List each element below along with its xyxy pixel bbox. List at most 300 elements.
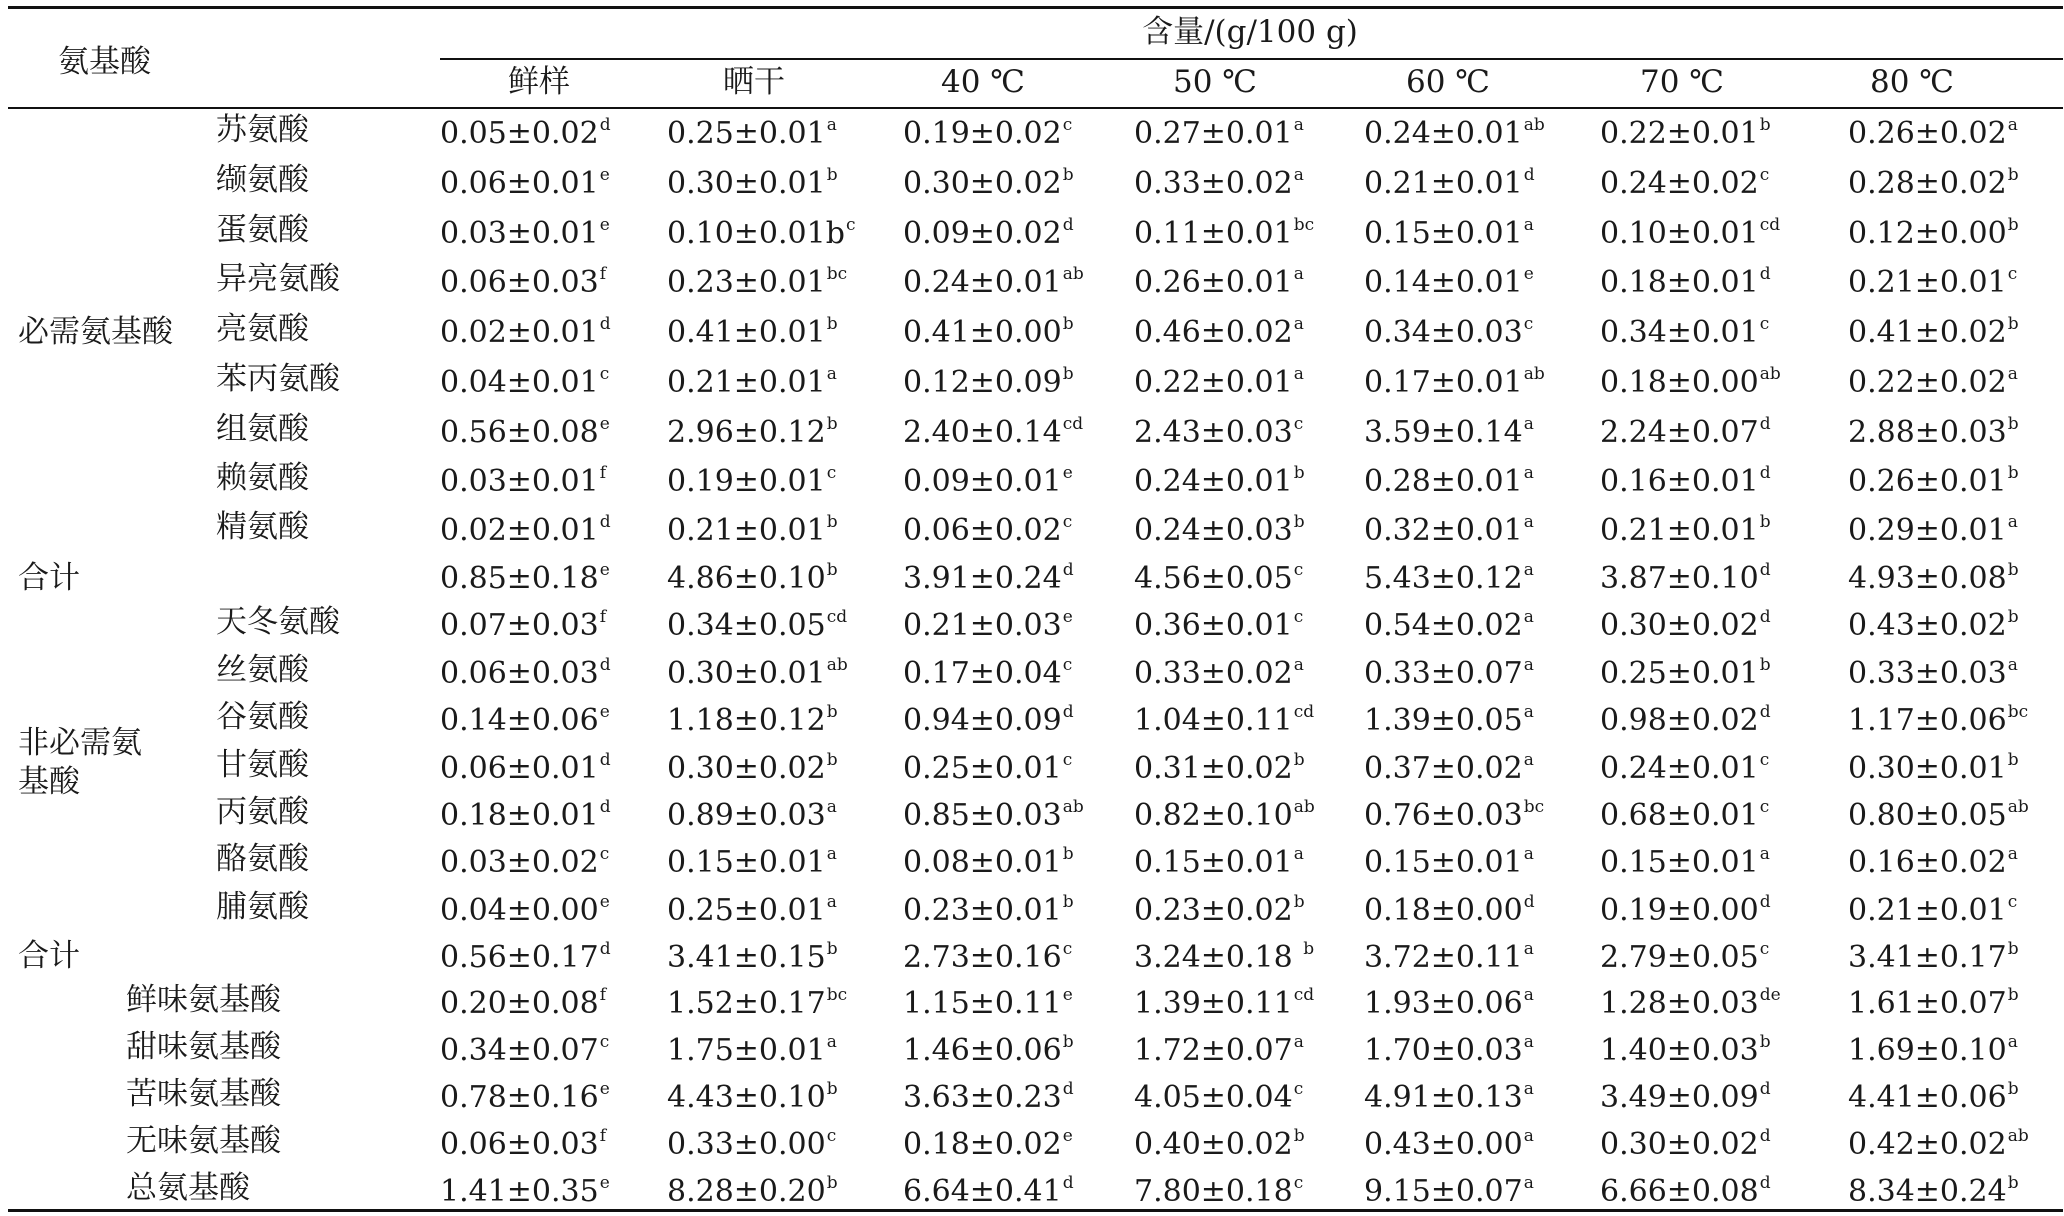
table-cell [903,1033,1074,1069]
cell-significance-letter: c [1293,1079,1304,1099]
table-cell [1848,798,2029,834]
table-cell [903,464,1073,500]
table-cell [1848,845,2018,881]
cell-significance-letter: a [826,1032,837,1052]
cell-significance-letter: c [1062,655,1073,675]
table-cell [1134,656,1304,692]
cell-value: 0.24±0.01 [1600,751,1759,786]
cell-value: 0.09±0.01 [903,464,1062,499]
cell-value: 0.27±0.01 [1134,116,1293,151]
table-cell [1848,365,2018,401]
table-cell [1364,798,1544,834]
cell-value: 0.06±0.03 [440,1127,599,1162]
cell-significance-letter: b [826,1079,838,1099]
table-cell [667,751,838,787]
cell-significance-letter: a [1293,1032,1304,1052]
table-cell [1848,1127,2029,1163]
table-cell [903,1080,1074,1116]
cell-value: 2.96±0.12 [667,415,826,450]
cell-value: 9.15±0.07 [1364,1174,1523,1209]
cell-significance-letter: a [1293,314,1304,334]
cell-value: 0.22±0.01 [1600,116,1759,151]
header-sub-rule [440,58,2063,60]
cell-significance-letter: c [1062,750,1073,770]
cell-value: 0.46±0.02 [1134,315,1293,350]
table-cell [1134,265,1304,301]
cell-significance-letter: e [599,1173,610,1193]
cell-significance-letter: b [826,512,838,532]
cell-significance-letter: ab [2007,1126,2029,1146]
header-col-50c: 50 ℃ [1173,64,1257,100]
cell-value: 0.32±0.01 [1364,513,1523,548]
cell-significance-letter: d [1759,607,1771,627]
table-cell [667,1127,836,1163]
table-cell [1134,798,1315,834]
cell-value: 0.89±0.03 [667,798,826,833]
group-nonessential-total-label: 合计 [18,938,80,974]
header-amino-acid: 氨基酸 [58,44,151,80]
row-label: 天冬氨酸 [216,604,340,640]
cell-value: 1.46±0.06 [903,1033,1062,1068]
cell-value: 4.05±0.04 [1134,1080,1293,1115]
table-cell [1364,216,1534,252]
cell-value: 3.41±0.15 [667,940,826,975]
cell-significance-letter: d [1062,560,1074,580]
cell-significance-letter: a [826,797,837,817]
table-cell [1600,1080,1771,1116]
cell-significance-letter: d [599,512,611,532]
cell-significance-letter: c [2007,892,2018,912]
cell-significance-letter: a [1523,512,1534,532]
cell-significance-letter: ab [1293,797,1315,817]
cell-value: 0.41±0.00 [903,315,1062,350]
table-cell [440,751,611,787]
cell-value: 0.41±0.01 [667,315,826,350]
cell-value: 1.52±0.17 [667,986,826,1021]
cell-significance-letter: d [1062,1173,1074,1193]
cell-significance-letter: de [1759,985,1781,1005]
cell-significance-letter: d [1062,1079,1074,1099]
cell-value: 1.39±0.05 [1364,703,1523,738]
cell-value: 0.54±0.02 [1364,608,1523,643]
cell-value: 0.33±0.00 [667,1127,826,1162]
table-cell [1600,893,1771,929]
table-cell [903,608,1073,644]
cell-value: 0.15±0.01 [1134,845,1293,880]
cell-significance-letter: b [2007,414,2019,434]
cell-significance-letter: c [1293,560,1304,580]
cell-value: 3.87±0.10 [1600,561,1759,596]
cell-significance-letter: e [599,1079,610,1099]
cell-value: 0.26±0.01 [1134,265,1293,300]
cell-value: 3.49±0.09 [1600,1080,1759,1115]
cell-significance-letter: bc [1523,797,1545,817]
cell-value: 4.41±0.06 [1848,1080,2007,1115]
table-cell [1848,265,2017,301]
cell-significance-letter: c [845,215,856,235]
cell-value: 2.40±0.14 [903,415,1062,450]
cell-value: 0.43±0.02 [1848,608,2007,643]
cell-value: 0.04±0.01 [440,365,599,400]
table-cell [903,940,1072,976]
row-label: 赖氨酸 [216,460,309,496]
table-cell [440,216,610,252]
cell-value: 2.24±0.07 [1600,415,1759,450]
cell-significance-letter: e [599,165,610,185]
table-cell [667,315,838,351]
cell-value: 0.21±0.01 [1600,513,1759,548]
cell-value: 1.41±0.35 [440,1174,599,1209]
cell-value: 0.23±0.01 [667,265,826,300]
cell-value: 1.61±0.07 [1848,986,2007,1021]
table-cell [1364,656,1534,692]
cell-value: 0.25±0.01 [667,116,826,151]
table-cell [903,656,1072,692]
table-cell [440,986,606,1022]
group-essential-total-label: 合计 [18,560,80,596]
cell-significance-letter: a [2007,844,2018,864]
cell-value: 0.18±0.00 [1600,365,1759,400]
table-cell [1134,561,1303,597]
cell-significance-letter: c [599,1032,610,1052]
cell-value: 4.43±0.10 [667,1080,826,1115]
table-cell [1364,1174,1534,1210]
table-cell [667,265,847,301]
cell-value: 0.19±0.02 [903,116,1062,151]
table-cell [1134,986,1314,1022]
table-cell [1134,1080,1303,1116]
cell-significance-letter: a [1523,560,1534,580]
cell-significance-letter: ab [1062,797,1084,817]
group-essential-label: 必需氨基酸 [18,314,173,350]
table-cell [903,1174,1074,1210]
cell-value: 1.70±0.03 [1364,1033,1523,1068]
table-cell [667,986,847,1022]
table-cell [1600,940,1769,976]
cell-significance-letter: e [599,215,610,235]
cell-significance-letter: c [599,844,610,864]
cell-significance-letter: a [1523,414,1534,434]
cell-value: 0.22±0.02 [1848,365,2007,400]
cell-significance-letter: b [2007,1173,2019,1193]
cell-value: 0.34±0.01 [1600,315,1759,350]
table-cell [1600,798,1769,834]
cell-significance-letter: a [1523,750,1534,770]
table-cell [1364,166,1535,202]
table-cell [1134,893,1305,929]
cell-value: 0.21±0.01 [1848,893,2007,928]
cell-significance-letter: d [1759,892,1771,912]
cell-value: 0.36±0.01 [1134,608,1293,643]
cell-significance-letter: d [1759,702,1771,722]
cell-significance-letter: f [599,985,607,1005]
row-label: 异亮氨酸 [216,261,340,297]
header-content: 含量/(g/100 g) [1142,14,1358,50]
table-cell [440,608,606,644]
cell-significance-letter: b [1062,165,1074,185]
cell-value: 0.10±0.01b [667,216,845,251]
table-cell [1364,1127,1534,1163]
header-col-60c: 60 ℃ [1406,64,1490,100]
cell-significance-letter: a [2007,115,2018,135]
cell-value: 0.82±0.10 [1134,798,1293,833]
cell-significance-letter: d [1759,1173,1771,1193]
table-cell [667,798,837,834]
cell-significance-letter: c [1293,414,1304,434]
cell-significance-letter: f [599,264,607,284]
cell-value: 0.08±0.01 [903,845,1062,880]
cell-value: 3.91±0.24 [903,561,1062,596]
table-cell [440,845,609,881]
cell-value: 0.06±0.03 [440,265,599,300]
table-cell [667,166,838,202]
table-cell [667,216,855,252]
cell-value: 0.05±0.02 [440,116,599,151]
cell-value: 0.34±0.03 [1364,315,1523,350]
cell-significance-letter: a [2007,364,2018,384]
cell-significance-letter: b [1759,115,1771,135]
cell-significance-letter: a [2007,1032,2018,1052]
cell-value: 0.76±0.03 [1364,798,1523,833]
table-cell [1600,415,1771,451]
cell-significance-letter: e [599,892,610,912]
cell-significance-letter: a [1523,985,1534,1005]
table-cell [1364,703,1534,739]
cell-value: 0.30±0.02 [667,751,826,786]
cell-value: 0.30±0.01 [1848,751,2007,786]
cell-value: 0.14±0.06 [440,703,599,738]
cell-value: 0.17±0.04 [903,656,1062,691]
table-cell [1848,116,2018,152]
cell-significance-letter: d [1523,892,1535,912]
table-cell [667,365,837,401]
cell-significance-letter: d [1759,560,1771,580]
table-cell [1364,608,1534,644]
cell-value: 0.78±0.16 [440,1080,599,1115]
cell-value: 0.21±0.01 [1364,166,1523,201]
table-cell [1134,464,1305,500]
table-cell [1364,464,1534,500]
table-cell [440,798,611,834]
cell-value: 1.04±0.11 [1134,703,1293,738]
table-cell [1134,703,1314,739]
table-cell [1134,940,1314,976]
table-cell [440,415,610,451]
table-cell [667,1080,838,1116]
cell-value: 0.17±0.01 [1364,365,1523,400]
cell-value: 1.40±0.03 [1600,1033,1759,1068]
table-cell [1134,315,1304,351]
cell-value: 0.23±0.02 [1134,893,1293,928]
table-cell [1600,656,1771,692]
row-label: 鲜味氨基酸 [126,982,281,1018]
cell-value: 0.21±0.03 [903,608,1062,643]
cell-significance-letter: a [1293,115,1304,135]
cell-significance-letter: ab [1523,115,1545,135]
cell-significance-letter: e [1062,463,1073,483]
cell-significance-letter: b [2007,314,2019,334]
table-cell [1364,513,1534,549]
header-col-fresh: 鲜样 [508,64,570,100]
table-cell [1600,216,1780,252]
table-cell [1600,265,1771,301]
table-cell [1364,845,1534,881]
cell-value: 0.15±0.01 [1364,216,1523,251]
group-nonessential-label-line1: 非必需氨 [18,725,142,761]
cell-value: 0.43±0.00 [1364,1127,1523,1162]
cell-value: 0.03±0.01 [440,464,599,499]
cell-significance-letter: e [1062,1126,1073,1146]
cell-value: 1.18±0.12 [667,703,826,738]
table-cell [903,561,1074,597]
cell-value: 0.09±0.02 [903,216,1062,251]
table-cell [667,561,838,597]
row-label: 亮氨酸 [216,311,309,347]
cell-significance-letter: c [1759,314,1770,334]
cell-significance-letter: d [1759,463,1771,483]
row-label: 精氨酸 [216,509,309,545]
table-cell [1848,415,2019,451]
table-cell [1134,751,1305,787]
table-cell [440,265,606,301]
table-cell [667,513,838,549]
cell-value: 0.06±0.01 [440,751,599,786]
cell-value: 3.63±0.23 [903,1080,1062,1115]
cell-value: 0.37±0.02 [1364,751,1523,786]
cell-value: 0.98±0.02 [1600,703,1759,738]
cell-value: 0.30±0.02 [1600,608,1759,643]
cell-significance-letter: f [599,463,607,483]
cell-value: 1.72±0.07 [1134,1033,1293,1068]
row-label: 脯氨酸 [216,889,309,925]
cell-significance-letter: b [1759,512,1771,532]
cell-significance-letter: cd [1293,702,1315,722]
cell-significance-letter: e [1062,985,1073,1005]
row-label: 总氨基酸 [126,1170,250,1206]
cell-significance-letter: c [826,1126,837,1146]
cell-value: 4.56±0.05 [1134,561,1293,596]
table-cell [667,608,847,644]
header-col-80c: 80 ℃ [1870,64,1954,100]
table-cell [1848,1174,2019,1210]
cell-value: 0.34±0.05 [667,608,826,643]
cell-value: 0.41±0.02 [1848,315,2007,350]
table-cell [440,116,611,152]
table-cell [1134,608,1303,644]
cell-value: 0.12±0.09 [903,365,1062,400]
cell-significance-letter: d [1759,1126,1771,1146]
cell-significance-letter: b [2007,750,2019,770]
cell-significance-letter: b [826,314,838,334]
cell-value: 0.25±0.01 [1600,656,1759,691]
cell-significance-letter: b [1293,1126,1305,1146]
table-cell [440,703,610,739]
table-cell [903,893,1074,929]
cell-value: 0.34±0.07 [440,1033,599,1068]
cell-significance-letter: e [599,560,610,580]
table-cell [667,464,836,500]
cell-value: 0.40±0.02 [1134,1127,1293,1162]
cell-value: 1.69±0.10 [1848,1033,2007,1068]
cell-significance-letter: c [1062,939,1073,959]
row-label: 苦味氨基酸 [126,1076,281,1112]
cell-value: 0.10±0.01 [1600,216,1759,251]
cell-significance-letter: b [2007,985,2019,1005]
cell-significance-letter: ab [1759,364,1781,384]
table-cell [1848,513,2018,549]
cell-significance-letter: ab [826,655,848,675]
table-cell [440,561,610,597]
table-cell [1134,1127,1305,1163]
cell-significance-letter: b [826,414,838,434]
cell-significance-letter: ab [1062,264,1084,284]
table-cell [667,940,838,976]
table-cell [1364,116,1545,152]
cell-significance-letter: b [2007,939,2019,959]
table-cell [1600,561,1771,597]
table-cell [667,845,837,881]
cell-significance-letter: c [599,364,610,384]
row-label: 甜味氨基酸 [126,1029,281,1065]
cell-significance-letter: cd [826,607,848,627]
cell-significance-letter: a [1523,607,1534,627]
cell-significance-letter: e [599,702,610,722]
header-bottom-rule [8,107,2063,109]
row-label: 缬氨酸 [216,162,309,198]
cell-significance-letter: b [1759,655,1771,675]
cell-significance-letter: b [2007,463,2019,483]
cell-value: 0.28±0.01 [1364,464,1523,499]
cell-value: 0.30±0.02 [903,166,1062,201]
cell-significance-letter: ab [1523,364,1545,384]
table-cell [1600,513,1771,549]
cell-value: 0.06±0.01 [440,166,599,201]
cell-significance-letter: ab [2007,797,2029,817]
row-label: 丝氨酸 [216,652,309,688]
table-cell [1364,893,1535,929]
table-cell [903,265,1084,301]
cell-significance-letter: b [1062,364,1074,384]
cell-value: 8.28±0.20 [667,1174,826,1209]
row-label: 蛋氨酸 [216,212,309,248]
cell-significance-letter: d [1759,264,1771,284]
cell-value: 4.93±0.08 [1848,561,2007,596]
cell-value: 2.79±0.05 [1600,940,1759,975]
table-cell [903,166,1074,202]
table-cell [1600,365,1781,401]
table-cell [440,893,610,929]
cell-value: 0.18±0.02 [903,1127,1062,1162]
table-cell [667,1174,838,1210]
cell-significance-letter: cd [1759,215,1781,235]
table-cell [1600,1033,1771,1069]
cell-significance-letter: a [1523,844,1534,864]
cell-value: 0.15±0.01 [667,845,826,880]
table-cell [440,166,610,202]
table-cell [1848,166,2019,202]
cell-significance-letter: a [1293,364,1304,384]
table-cell [903,415,1083,451]
cell-value: 0.30±0.02 [1600,1127,1759,1162]
cell-significance-letter: b [1062,1032,1074,1052]
cell-value: 3.72±0.11 [1364,940,1523,975]
table-cell [1600,608,1771,644]
cell-significance-letter: d [599,750,611,770]
cell-significance-letter: a [1293,655,1304,675]
table-cell [903,1127,1073,1163]
table-cell [440,315,611,351]
table-cell [440,656,611,692]
